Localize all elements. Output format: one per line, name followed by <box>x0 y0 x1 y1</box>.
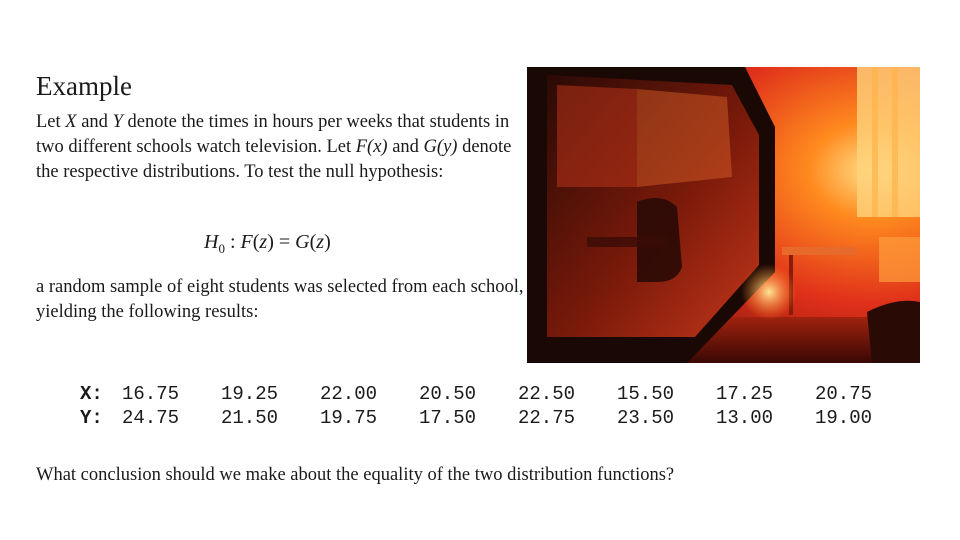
y-value: 19.00 <box>815 407 873 429</box>
sample-paragraph: a random sample of eight students was selected from each school, yielding the following results: <box>36 277 524 322</box>
y-value: 13.00 <box>716 407 774 429</box>
tv-room-photo <box>527 67 920 363</box>
formula-f: F <box>240 231 253 253</box>
intro-text-5: denote the respective distributions. To test the null hypothesis: <box>36 137 512 182</box>
x-row-label: X: <box>80 383 103 405</box>
intro-text-2: and <box>76 112 113 132</box>
x-value: 17.25 <box>716 383 774 405</box>
intro-text-3: denote the times in hours per weeks that students in two different schools watch television. Let <box>36 112 510 157</box>
x-value: 15.50 <box>617 383 675 405</box>
formula-z2: z <box>316 231 325 253</box>
x-value: 16.75 <box>122 383 180 405</box>
y-value: 17.50 <box>419 407 477 429</box>
intro-paragraph <box>36 110 526 185</box>
var-y: Y <box>112 112 123 132</box>
y-value: 19.75 <box>320 407 378 429</box>
x-value: 19.25 <box>221 383 279 405</box>
func-fx: F(x) <box>355 137 388 157</box>
formula-paren-open-1: ( <box>252 231 260 253</box>
var-x: X <box>65 112 77 132</box>
y-value: 21.50 <box>221 407 279 429</box>
formula-g: G <box>295 231 310 253</box>
slide-title: Example <box>36 71 132 101</box>
x-value: 22.00 <box>320 383 378 405</box>
formula-colon: : <box>224 231 241 253</box>
x-value: 20.50 <box>419 383 477 405</box>
formula-sub: 0 <box>218 241 225 256</box>
formula-paren-close: ) <box>324 231 331 253</box>
y-sample-row <box>80 406 914 430</box>
formula-equals: ) = <box>267 231 296 253</box>
x-value: 20.75 <box>815 383 873 405</box>
intro-text-4: and <box>387 137 424 157</box>
sample-data-table <box>80 382 914 430</box>
y-row-label: Y: <box>80 407 103 429</box>
y-value: 24.75 <box>122 407 180 429</box>
formula-h: H <box>204 231 219 253</box>
formula-paren-open-2: ( <box>309 231 317 253</box>
formula-z1: z <box>259 231 268 253</box>
question-text: What conclusion should we make about the equality of the two distribution functions? <box>36 465 675 485</box>
x-value: 22.50 <box>518 383 576 405</box>
x-sample-row <box>80 382 914 406</box>
intro-text-1: Let <box>36 112 66 132</box>
func-gy: G(y) <box>423 137 458 157</box>
null-hypothesis-formula <box>204 229 331 262</box>
y-value: 22.75 <box>518 407 576 429</box>
y-value: 23.50 <box>617 407 675 429</box>
